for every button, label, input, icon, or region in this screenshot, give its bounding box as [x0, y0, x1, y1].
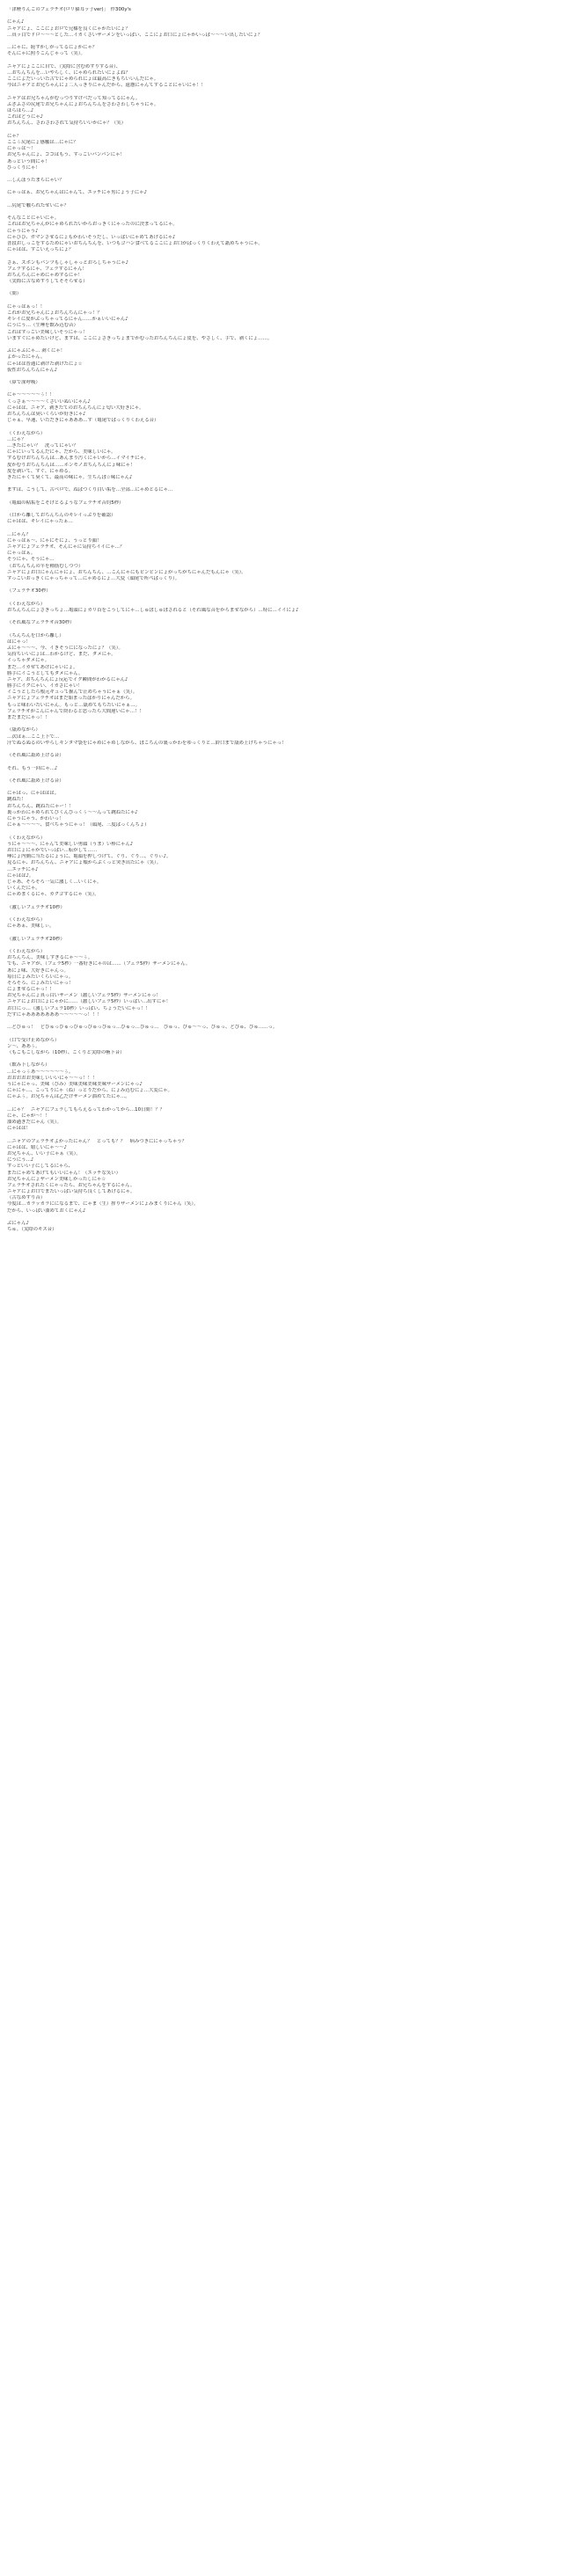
- script-line: フェラするにゃ、フェラするにゃん！: [7, 266, 87, 272]
- blank-line: [7, 89, 557, 95]
- blank-line: [7, 58, 557, 64]
- script-line: あっという間にゃ！: [7, 158, 50, 164]
- script-line: （くわえながら）: [7, 948, 46, 954]
- script-line: 溜め過ぎだにゃん（笑）。: [7, 1120, 62, 1125]
- script-line: だから、いっぱい溜めておくにゃん♪: [7, 1208, 86, 1214]
- script-line: ニャアはお兄ちゃんがむっつりすけべだって知ってるにゃん。: [7, 95, 141, 101]
- script-line: にゃぁ〜〜〜〜、食べちゃうにゃっ！（頭尾、三度ぱっくんちょ）: [7, 822, 150, 828]
- script-line: それ、もう一回にゃ…♪: [7, 765, 58, 771]
- blank-line: [7, 911, 557, 917]
- script-line: そうにゃ、そうにゃ…: [7, 557, 55, 563]
- script-line: ニャアにょ、ここにょおロで兄様を良くにゃかたいにょ？: [7, 26, 130, 32]
- script-line: 見るにゃ、おちんちん、ニャアにょ頬からぷくっと突き出たにゃ（笑）。: [7, 860, 162, 866]
- script-line: （くわえながら）: [7, 835, 46, 841]
- script-line: これはお兄ちゃんがにゃめられたいからおっきくにゃったのに決まってるにゃ。: [7, 222, 178, 228]
- script-line: にゃはは！: [7, 1126, 31, 1132]
- blank-line: [7, 784, 557, 791]
- blank-line: [7, 1018, 557, 1025]
- script-line: （舐めながら）: [7, 727, 40, 733]
- script-line: …きたにゃい？ 洗ってにゃい？: [7, 442, 78, 449]
- script-line: …にゃっぅあ〜〜〜〜〜〜ぅ。: [7, 1069, 74, 1075]
- script-line: にゃめまくるにゃ、カクゴするにゃ（笑）。: [7, 892, 99, 898]
- blank-line: [7, 197, 557, 203]
- script-line: おちんちん、跳ねたにゃー！！: [7, 803, 74, 809]
- script-line: 勝手にイこうとしてもダメにゃん。: [7, 670, 84, 676]
- script-line: お口にっ…（激しいフェラ10秒）いっぱい、ちょうだいにゃっ！！: [7, 1005, 150, 1011]
- blank-line: [7, 128, 557, 134]
- script-line: …にゃに、恥ずかしがってるにょかにゃ？: [7, 45, 98, 51]
- script-line: 普段おしっこをするためにゃいおちんちんを、いつもゴハン食べてるここにょお口がぱっくりくわえて舐めちゃうにゃ。: [7, 240, 263, 246]
- script-line: だすにゃあああああああ〜〜〜〜〜っ！！！: [7, 1011, 102, 1018]
- blank-line: [7, 1215, 557, 1221]
- script-line: …次はぁ…ここ上下で…: [7, 733, 60, 740]
- script-line: にょませるにゃっ！！: [7, 987, 55, 993]
- script-line: はにゃっ！: [7, 639, 31, 645]
- script-line: まだまだにゃっ！！: [7, 715, 50, 720]
- script-line: まだ…イカせてあげにゃいにょ。: [7, 664, 78, 670]
- script-line: にゃっはぁっ！！: [7, 303, 46, 310]
- script-line: 汗でぬるぬるのいやらしキンタマ袋をにゃめにゃめしながら、ぽこちんの裏っかわをゆっくりと…鈴口まで舐め上げちゃうにゃっ！: [7, 740, 287, 746]
- script-line: にゃひひ、ガマンさせるにょもかわいそうだし、いっぱいにゃめてあげるにゃ♪: [7, 234, 176, 240]
- script-line: そんにゃに照りこんじゃって（笑）。: [7, 51, 85, 57]
- blank-line: [7, 13, 557, 19]
- script-line: にゃうにゃう、かわいっ！: [7, 816, 64, 821]
- script-line: そんなことにゃいにゃ。: [7, 215, 60, 222]
- script-line: これはすっごい美味しいそうにゃっ！: [7, 329, 88, 335]
- script-line: そろそろ、にょみたいにゃっ！: [7, 980, 74, 986]
- script-line: ニャア、おちんちんにょ反応でイク瞬間がわかるにゃん♪: [7, 676, 128, 682]
- blank-line: [7, 184, 557, 190]
- script-line: おちんちん、さわさわされて気持ちいいかにゃ？（笑）: [7, 120, 126, 127]
- script-line: …にゃん？: [7, 531, 31, 537]
- script-line: ニャアにょフェラチオ、そんにゃに気持ちイイにゃ…？: [7, 544, 125, 550]
- script-line: …にゃ？: [7, 436, 26, 442]
- blank-line: [7, 374, 557, 380]
- script-line: おちんちん、美味しすぎるにゃ〜〜ぅ。: [7, 955, 93, 961]
- script-line: くっさぁ〜〜〜〜くさいいぬいにゃん♪: [7, 398, 91, 405]
- blank-line: [7, 747, 557, 753]
- script-line: （くわえながら）: [7, 601, 46, 607]
- script-line: にゃはは、嬉しいにゃ〜〜♪: [7, 1144, 67, 1150]
- script-line: ふにゃ〜〜〜、今、イきそうにになったにょ？（笑）。: [7, 645, 123, 651]
- script-line: すっごいおっきくにゃっちゃって…にゃめるにょ…大変（頭尾で所ぺぱっくり）。: [7, 575, 180, 581]
- blank-line: [7, 772, 557, 778]
- script-line: じゃあ、そろそろ一気に激しく…いくにゃ。: [7, 879, 102, 885]
- script-line: …真ッ白でドロ〜〜〜とした…イカくさいザーメンをいっぱい、ここにょお口にょにゃかいっぱ〜〜〜い出したいにょ？: [7, 32, 263, 38]
- script-line: さぁ、ズボンもパンツもしゃしゃっとおろしちゃうにゃ♪: [7, 259, 129, 266]
- script-line: （おちんちんの竿を種筋むしつつ）: [7, 563, 84, 569]
- script-document: [7, 7, 557, 1233]
- blank-line: [7, 626, 557, 632]
- script-line: にゃにいってるんだにゃ、だから、美味しいにゃ。: [7, 449, 116, 456]
- script-line: （それ風に舐め上げる音）: [7, 777, 64, 784]
- blank-line: [7, 828, 557, 835]
- script-line: フェラチオがこんにゃんで終わると思ったら大間違いにゃ…！！: [7, 708, 144, 714]
- script-line: イっちゃダメにゃ。: [7, 658, 50, 664]
- blank-line: [7, 493, 557, 500]
- script-line: あにょ味、大好きにゃんっ。: [7, 967, 69, 974]
- script-line: （間）: [7, 291, 22, 297]
- blank-line: [7, 930, 557, 936]
- script-line: ン〜、ああぅ。: [7, 1043, 40, 1049]
- script-line: ニャアにょお口でまたいっぱい気持ち良くしてあげるにゃ。: [7, 1189, 136, 1195]
- blank-line: [7, 759, 557, 765]
- document-body: [7, 13, 557, 1233]
- script-line: ニャアにょお口にゃんにゃにょ、おちんちん、…こんにゃにもビンビンにょがっちがちにゃんだもんにゃ（笑）。: [7, 569, 246, 575]
- script-line: （くわえながら）: [7, 430, 46, 436]
- script-line: 皮かむりおちんちんは……ホンモノおちんちんにょ味にゃ！: [7, 462, 136, 468]
- blank-line: [7, 898, 557, 904]
- script-line: イこうとしたら根元ギュって握んで止めちゃうにゃぁ（笑）。: [7, 690, 138, 696]
- script-line: うにゃ〜〜〜、にゃんて美味しい勇頭（うま）い棒にゃん♪: [7, 841, 134, 847]
- script-line: おちんちんにょさきっちょ…亀頭にょカリ首をこうしてにゃ…しゅぽしゅぽされると（それ風な音をからませながら）…特に…イイにょ♪: [7, 607, 299, 613]
- script-line: 毎日にょみたいくらいにゃっ。: [7, 974, 74, 980]
- script-line: お兄ちゃん、いい子にゃぁ（笑）。: [7, 1150, 81, 1157]
- script-line: 唾にょ内側に当たるにょうに、亀頭を押しつけて、ぐり、ぐり…、ぐりぃ♪。: [7, 854, 172, 860]
- blank-line: [7, 481, 557, 487]
- script-line: 今度は…カラッカラにになるまで、にゃま（生）搾りザーメンにょみまくりにゃん（笑）。: [7, 1201, 199, 1208]
- script-line: 気持ちいいにょは…わかるけど、まだ、ダメにゃ。: [7, 652, 116, 658]
- document-title: 「津軽りんごのフェラチオ(ロリ猫耳ッ子ver)」 作300y's: [7, 7, 131, 12]
- blank-line: [7, 298, 557, 304]
- script-line: …エッチにゃ♪: [7, 866, 39, 872]
- script-line: にゃっは〜！: [7, 146, 36, 152]
- blank-line: [7, 525, 557, 531]
- script-line: ふざふさの尻尾でお兄ちゃんにょおちんちんをさわさわしちゃうにゃ。: [7, 101, 159, 107]
- script-line: ここぅ尻尾にょ感触は…にゃに？: [7, 139, 78, 145]
- script-line: ちゅ。（実際のキス音）: [7, 1227, 57, 1233]
- blank-line: [7, 424, 557, 430]
- script-line: まずは、こうして、舌ベロで、ねぱつくり白い垢を…全部…にゃめとるにゃ…: [7, 487, 173, 493]
- script-line: これはどうにゃ♪: [7, 114, 44, 120]
- blank-line: [7, 253, 557, 259]
- blank-line: [7, 209, 557, 215]
- script-line: ずっといい子にしてるにゃら、: [7, 1164, 74, 1170]
- script-line: …どびゅっ！ どびゅっびゅっびゅっびゅっぴゅっ…びゅっ…ぴゅっ… ぴゅっ、ぴゅ〜〜っ、ぴゅっ、どぴゅ、ぴゅ……っ。: [7, 1025, 278, 1031]
- blank-line: [7, 614, 557, 620]
- blank-line: [7, 1100, 557, 1106]
- script-line: お口にょにゃかでいっぱい…転がして……: [7, 847, 98, 853]
- blank-line: [7, 386, 557, 392]
- script-line: にゃはは普通に剥けた剥けたにょ☆: [7, 361, 83, 367]
- script-line: …しんぼうたまらにゃい？: [7, 178, 64, 184]
- script-line: またにゃめてあげてもいいにゃん！（エッチな笑い）: [7, 1170, 121, 1176]
- script-line: にゃはは、ニャア、剥きたてのおちんちんにょ匂い大好きにゃ。: [7, 405, 144, 411]
- blank-line: [7, 171, 557, 178]
- script-line: ぶにゃん♪: [7, 1221, 29, 1226]
- script-line: （舌なめずり音）: [7, 1195, 46, 1201]
- script-line: （飲み下しながら）: [7, 1062, 50, 1069]
- script-line: にうにう…（生唾を飲み込む音）: [7, 323, 78, 329]
- script-line: ニャアにょここに自で、（実際に含むめずりする音）、: [7, 63, 121, 69]
- script-line: にゃはは、すごいえっちにょ？: [7, 247, 74, 253]
- script-line: （それ風なフェラチオ音30秒）: [7, 620, 75, 626]
- script-line: …おちんちんを…いやらしく、にゃめられたいにょよね？: [7, 69, 130, 76]
- script-line: お兄ちゃんにょザーメン美味しかったしにゃ☆: [7, 1176, 106, 1182]
- script-line: びっくりにゃ！: [7, 164, 40, 171]
- script-line: （激しいフェラチオ10秒）: [7, 904, 65, 910]
- script-line: いますぐにゃめたいけど、まずは、ここにょさきっちょまでかむったおちんちんにょ皮を、やさしく、手で、剥くにょ……。: [7, 335, 273, 341]
- script-line: にうにう…♪: [7, 1157, 34, 1164]
- script-line: これがお兄ちゃんにょおちんちんにゃっ！？: [7, 310, 102, 316]
- blank-line: [7, 1056, 557, 1062]
- script-line: （もごもごしながら（10秒）、ごくりと実際の嚥下音）: [7, 1049, 125, 1055]
- script-line: にゃうにゃう♪: [7, 228, 39, 234]
- script-line: おおおおお美味しいいいにゃ〜〜っ！！！: [7, 1075, 98, 1081]
- script-line: （それ風に舐め上げる音）: [7, 753, 64, 759]
- script-line: ふにゃふにゃ… 剥くにゃ！: [7, 348, 66, 354]
- script-line: キレイに皮がぷっちゃってるにゃん……かぁいいにゃん♪: [7, 317, 128, 323]
- blank-line: [7, 595, 557, 601]
- script-line: にゃっはぁ、お兄ちゃんはにゃんて、エッチにゃ男にょう子にゃ♪: [7, 190, 148, 196]
- script-line: 今はニャアとお兄ちゃんにょ二人っきりにゃんだから、遠慮にゃんてすることにゃいにゃ！！: [7, 83, 206, 89]
- script-line: （フェラチオ30秒）: [7, 588, 51, 595]
- blank-line: [7, 1031, 557, 1037]
- script-line: （鼻で深呼吸）: [7, 380, 40, 386]
- script-line: 仮性おちんちんにゃん♪: [7, 367, 58, 373]
- script-line: （激しいフェラチオ20秒）: [7, 936, 65, 942]
- script-line: にゃあぁ、美味しぃ。: [7, 923, 55, 930]
- script-line: きたにゃくて臭くて、最高の味にゃ。生ちんぽ☆味にゃん♪: [7, 474, 133, 480]
- script-line: にゃはは、キレイにゃったぁ…: [7, 519, 73, 525]
- script-line: 勝手にイクにゃい、イカさにゃい！: [7, 683, 83, 690]
- script-line: にゃん♪: [7, 19, 25, 26]
- script-line: よかったにゃん。: [7, 354, 46, 361]
- blank-line: [7, 39, 557, 45]
- blank-line: [7, 943, 557, 949]
- script-line: お兄ちゃんにょ真っ白いザーメン（激しいフェラ5秒）ザーメンにゃっ！: [7, 993, 161, 999]
- script-line: にゃっはぁ〜、にゃにそにょ、うっとり顔！: [7, 537, 102, 544]
- script-line: じゃぁ、早速、いただきにゃあああ…す（亀尾でぱっくりくわえる音）: [7, 418, 159, 424]
- script-line: …尻尾で触られたせいにゃ？: [7, 202, 69, 208]
- blank-line: [7, 507, 557, 513]
- script-line: でも、ニャアが、（フェラ5秒）一番好きにゃのは……（フェラ5秒）ザーメンにゃん。: [7, 961, 191, 967]
- script-line: にゃにゃ…、こってりにゃ（ね）っとりだから、にょみ込むにょ…大変にゃ。: [7, 1088, 172, 1094]
- script-line: お兄ちゃんにょ、ココはもう、すっごいパンパンにゃ！: [7, 152, 125, 158]
- blank-line: [7, 582, 557, 588]
- script-line: フェラチオされたくにゃったら、お兄ちゃんをするにゃん。: [7, 1182, 136, 1188]
- script-line: （ちんちんを口から離し）: [7, 632, 64, 639]
- script-line: ずるむけおちんちんは…あんまり汚くにゃいから…イマイチにゃ。: [7, 456, 150, 462]
- script-line: ニャアにょフェラチオはまだ始まったばかりにゃんだから。: [7, 696, 135, 702]
- script-line: （口から離しておちんちんのキレイっぷりを確認）: [7, 513, 116, 518]
- script-line: にゃふぅ。お兄ちゃんは乙だけザーメン溜めてたにゃ…。: [7, 1094, 130, 1100]
- script-line: 裏っかわにゃめられてびくんびっくぅ〜〜んって跳ねたにゃ♪: [7, 809, 138, 815]
- script-line: おちんちんは臭いくらいが好きにゃ♪: [7, 412, 86, 417]
- script-line: （実際に舌なめずりしてそそらせる）: [7, 279, 88, 285]
- script-line: ここによだいっいた舌でにゃめられにょは最高にきもちいいんだにゃ。: [7, 77, 159, 83]
- script-line: にゃはっ、にゃははは。: [7, 791, 60, 797]
- script-line: ニャアにょお口にょにゃかに……（激しいフェラ5秒）いっぱい…出すにゃ！: [7, 999, 172, 1005]
- script-line: にゃ？: [7, 133, 22, 139]
- script-line: もっと味わいたいにゃん。もっと…舐めてもちたいにゃぁ…。: [7, 702, 141, 708]
- script-line: （くわえながら）: [7, 917, 46, 923]
- script-line: おちんちんにゃめにゃめするにゃ！: [7, 272, 83, 278]
- blank-line: [7, 342, 557, 348]
- script-line: ほらほら…♪: [7, 108, 34, 113]
- script-line: …にゃ？ ニャアにフェラしてもらえるってわかってから…10日間！？？: [7, 1106, 165, 1113]
- script-line: …ニャアのフェラチオよかったにゃん？ とっても？？ 病みつきににゃっちゃう？: [7, 1138, 187, 1144]
- script-line: にゃ、にゃが〜！！: [7, 1113, 50, 1119]
- script-line: いくんだにゃ。: [7, 886, 40, 892]
- script-line: （亀頭の粘垢をこそげとるようなフェラチオ音約5秒）: [7, 500, 124, 506]
- script-line: （口で受け止めながら）: [7, 1037, 60, 1043]
- script-line: にゃ〜〜〜〜〜ぅ！！: [7, 392, 55, 398]
- script-line: うにゃにゃっ、美味（びみ）美味美味美味美味ザーメンにゃっ♪: [7, 1081, 143, 1087]
- script-line: にゃっはぁ。: [7, 551, 36, 557]
- blank-line: [7, 1132, 557, 1138]
- script-line: にゃはは♪。: [7, 872, 34, 879]
- script-line: 皮を剥いて、すぐ、にゃめる。: [7, 468, 74, 474]
- blank-line: [7, 285, 557, 291]
- script-line: 跳ねた！: [7, 797, 26, 803]
- blank-line: [7, 721, 557, 727]
